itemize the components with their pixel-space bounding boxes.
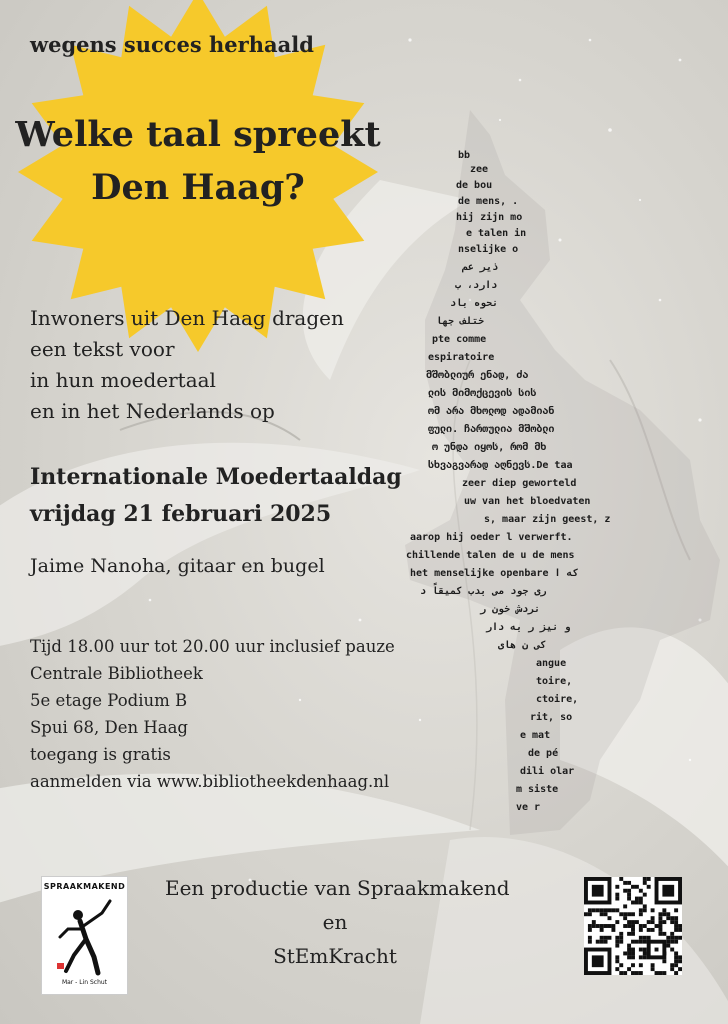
bird-text-line: hij zijn mo — [456, 212, 523, 223]
intro-line-2: een tekst voor — [30, 337, 175, 361]
bird-text-line: nselijke o — [458, 244, 519, 255]
bird-text-line: s, maar zijn geest, z — [484, 514, 611, 525]
logo-brand-text: SPRAAKMAKEND — [43, 882, 126, 891]
bird-text-line: rit, so — [530, 712, 573, 723]
bird-text-line: de mens, . — [458, 196, 519, 207]
bird-text-line: e talen in — [466, 228, 527, 239]
bird-text-line: ctoire, — [536, 694, 579, 705]
bird-text-line: ختلف جها — [436, 316, 485, 327]
credit-line-3: StEmKracht — [273, 944, 397, 968]
logo-author-text: Mar - Lin Schut — [61, 979, 108, 986]
bird-text-line: aarop hij oeder l verwerft. — [410, 532, 573, 543]
bird-text-line: نردش خون ر — [480, 604, 541, 615]
detail-admission: toegang is gratis — [30, 745, 171, 764]
tagline: wegens succes herhaald — [30, 32, 314, 57]
detail-floor: 5e etage Podium B — [30, 691, 188, 710]
page-title-line1: Welke taal spreekt — [15, 114, 381, 155]
bird-text-line: ری جود می بدب کمیقاً د — [420, 586, 547, 597]
credit-line-1: Een productie van Spraakmakend — [165, 876, 510, 900]
bird-text-line: ფული. ჩართულია მშობლი — [428, 424, 555, 435]
detail-registration: aanmelden via www.bibliotheekdenhaag.nl — [30, 772, 390, 791]
bird-text-line: ლის მიმოქცევის სის — [428, 388, 537, 399]
intro-line-3: in hun moedertaal — [30, 368, 216, 392]
bird-text-line: و نیز ر به دار — [486, 622, 571, 633]
bird-text-line: dili olar — [520, 766, 575, 777]
credit-line-2: en — [322, 910, 348, 934]
qr-code-icon — [584, 877, 682, 975]
bird-text-line: de pé — [528, 748, 559, 759]
bird-text-line: ომ არა მხოლოდ ადამიან — [428, 406, 555, 417]
bird-text-line: het menselijke openbare که ا — [410, 568, 579, 579]
bird-text-line: zeer diep geworteld — [462, 478, 577, 489]
page-title-line2: Den Haag? — [91, 167, 305, 208]
bird-text-line: espiratoire — [428, 352, 495, 363]
bird-text-line: de bou — [456, 180, 493, 191]
music-performer: Jaime Nanoha, gitaar en bugel — [30, 555, 325, 577]
bird-text-line: სხვაგვარად აღნევს.De taa — [428, 460, 573, 471]
bird-text-line: chillende talen de u de mens — [406, 550, 575, 561]
bird-text-line: pte comme — [432, 334, 487, 345]
bird-text-line: m siste — [516, 784, 559, 795]
bird-text-line: کی ن های — [498, 640, 547, 651]
bird-text-line: uw van het bloedvaten — [464, 496, 591, 507]
bird-text-line: toire, — [536, 676, 573, 687]
bird-text-line: angue — [536, 658, 567, 669]
intro-line-1: Inwoners uit Den Haag dragen — [30, 306, 344, 330]
detail-address: Spui 68, Den Haag — [30, 718, 188, 737]
detail-time: Tijd 18.00 uur tot 20.00 uur inclusief pauze — [30, 637, 395, 656]
event-name: Internationale Moedertaaldag — [30, 464, 402, 490]
event-date: vrijdag 21 februari 2025 — [30, 501, 332, 527]
spraakmakend-logo — [41, 876, 128, 995]
bird-text-line: نحوه باد — [450, 298, 499, 309]
bird-text-line: მშობლიურ ენად, ძა — [426, 370, 529, 381]
bird-text-line: bb — [458, 150, 471, 161]
detail-venue: Centrale Bibliotheek — [30, 664, 203, 683]
bird-text-line: zee — [470, 164, 489, 175]
bird-text-line: دارد، ب — [455, 280, 498, 291]
intro-line-4: en in het Nederlands op — [30, 399, 275, 423]
bird-text-line: ve r — [516, 802, 541, 813]
dancer-figure-icon — [54, 895, 116, 977]
bird-text-line: ذير عم — [462, 262, 499, 273]
bird-text-line: ო უნდა იყოს, რომ მხ — [432, 442, 547, 453]
bird-text-line: e mat — [520, 730, 551, 741]
